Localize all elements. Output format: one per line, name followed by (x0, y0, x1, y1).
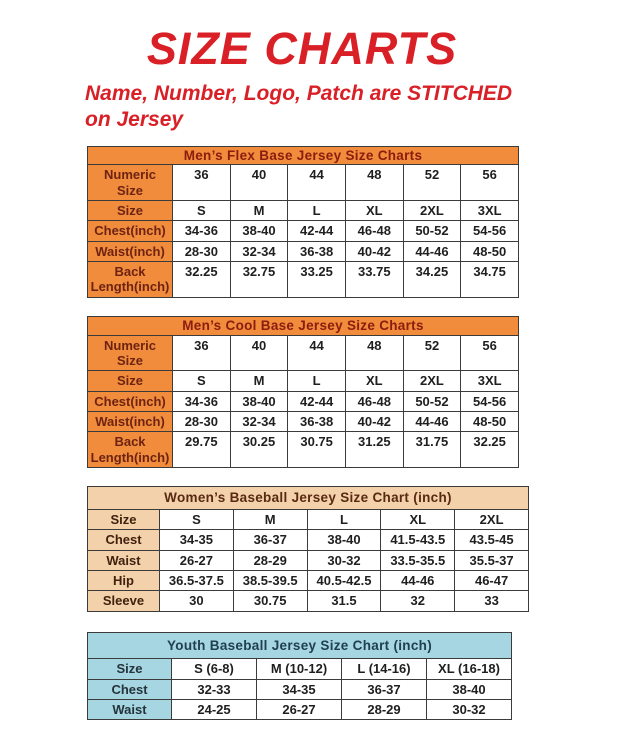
value-cell: 34-36 (173, 391, 231, 411)
value-cell: 32.25 (461, 432, 519, 468)
value-cell: S (160, 509, 234, 529)
value-cell: 32 (381, 591, 455, 611)
value-cell: 52 (403, 335, 461, 371)
value-cell: 31.75 (403, 432, 461, 468)
value-cell: 32.25 (173, 262, 231, 298)
value-cell: 31.25 (345, 432, 403, 468)
value-cell: 40 (230, 165, 288, 201)
value-cell: 44-46 (403, 411, 461, 431)
value-cell: 33 (455, 591, 529, 611)
value-cell: 30.75 (288, 432, 346, 468)
value-cell: 30.75 (233, 591, 307, 611)
value-cell: M (230, 201, 288, 221)
table-row (88, 550, 529, 570)
value-cell: 54-56 (461, 391, 519, 411)
row-label: Size (88, 201, 173, 221)
value-cell: S (173, 371, 231, 391)
table-title: Men’s Flex Base Jersey Size Charts (88, 146, 519, 165)
value-cell: 34-36 (173, 221, 231, 241)
value-cell: 50-52 (403, 221, 461, 241)
value-cell: 38-40 (230, 221, 288, 241)
womens-baseball-size-table (87, 486, 529, 612)
value-cell: 48 (345, 165, 403, 201)
value-cell: 36 (173, 165, 231, 201)
value-cell: 38.5-39.5 (233, 570, 307, 590)
row-label: Waist (88, 700, 172, 720)
value-cell: 34.75 (461, 262, 519, 298)
value-cell: 28-30 (173, 241, 231, 261)
value-cell: 36.5-37.5 (160, 570, 234, 590)
table-title-row (88, 316, 519, 335)
value-cell: 29.75 (173, 432, 231, 468)
value-cell: 40.5-42.5 (307, 570, 381, 590)
table-row (88, 391, 519, 411)
row-label: Back Length(inch) (88, 262, 173, 298)
mens-cool-base-size-table (87, 316, 519, 468)
value-cell: 36-37 (342, 679, 427, 699)
table-title: Men’s Cool Base Jersey Size Charts (88, 316, 519, 335)
value-cell: L (307, 509, 381, 529)
value-cell: M (10-12) (257, 659, 342, 679)
value-cell: 2XL (455, 509, 529, 529)
value-cell: XL (345, 201, 403, 221)
value-cell: 52 (403, 165, 461, 201)
table-title-row (88, 146, 519, 165)
row-label: Numeric Size (88, 335, 173, 371)
value-cell: S (6-8) (172, 659, 257, 679)
row-label: Sleeve (88, 591, 160, 611)
value-cell: 32.75 (230, 262, 288, 298)
table-row (88, 262, 519, 298)
value-cell: XL (381, 509, 455, 529)
value-cell: 46-48 (345, 391, 403, 411)
value-cell: 44-46 (403, 241, 461, 261)
value-cell: 34-35 (160, 530, 234, 550)
table-title-row (88, 486, 529, 509)
table-row (88, 411, 519, 431)
value-cell: 34.25 (403, 262, 461, 298)
value-cell: 40-42 (345, 241, 403, 261)
row-label: Size (88, 371, 173, 391)
value-cell: 46-47 (455, 570, 529, 590)
subtitle-line-2: on Jersey (85, 108, 184, 132)
table-row (88, 591, 529, 611)
page-title: SIZE CHARTS (146, 23, 458, 74)
value-cell: M (233, 509, 307, 529)
table-row (88, 659, 512, 679)
value-cell: 56 (461, 165, 519, 201)
row-label: Size (88, 659, 172, 679)
value-cell: 38-40 (427, 679, 512, 699)
value-cell: 42-44 (288, 391, 346, 411)
row-label: Waist (88, 550, 160, 570)
value-cell: 2XL (403, 201, 461, 221)
value-cell: M (230, 371, 288, 391)
row-label: Back Length(inch) (88, 432, 173, 468)
table-title: Women’s Baseball Jersey Size Chart (inch) (88, 486, 529, 509)
table-row (88, 509, 529, 529)
value-cell: 42-44 (288, 221, 346, 241)
value-cell: 56 (461, 335, 519, 371)
value-cell: 33.5-35.5 (381, 550, 455, 570)
value-cell: 36-38 (288, 241, 346, 261)
value-cell: 34-35 (257, 679, 342, 699)
value-cell: 28-29 (342, 700, 427, 720)
value-cell: 50-52 (403, 391, 461, 411)
value-cell: 54-56 (461, 221, 519, 241)
table-row (88, 241, 519, 261)
row-label: Chest (88, 530, 160, 550)
row-label: Chest(inch) (88, 391, 173, 411)
row-label: Waist(inch) (88, 411, 173, 431)
table-row (88, 201, 519, 221)
value-cell: 26-27 (160, 550, 234, 570)
value-cell: L (14-16) (342, 659, 427, 679)
value-cell: 44 (288, 165, 346, 201)
row-label: Waist(inch) (88, 241, 173, 261)
value-cell: 3XL (461, 371, 519, 391)
value-cell: 48-50 (461, 241, 519, 261)
value-cell: 30-32 (307, 550, 381, 570)
value-cell: 30 (160, 591, 234, 611)
row-label: Hip (88, 570, 160, 590)
value-cell: 32-34 (230, 241, 288, 261)
youth-baseball-size-table (87, 632, 512, 721)
value-cell: 35.5-37 (455, 550, 529, 570)
value-cell: 2XL (403, 371, 461, 391)
row-label: Chest (88, 679, 172, 699)
value-cell: 44-46 (381, 570, 455, 590)
value-cell: 38-40 (307, 530, 381, 550)
value-cell: 32-33 (172, 679, 257, 699)
value-cell: 28-29 (233, 550, 307, 570)
value-cell: 31.5 (307, 591, 381, 611)
value-cell: 43.5-45 (455, 530, 529, 550)
value-cell: S (173, 201, 231, 221)
row-label: Chest(inch) (88, 221, 173, 241)
value-cell: 36 (173, 335, 231, 371)
value-cell: 24-25 (172, 700, 257, 720)
table-row (88, 371, 519, 391)
value-cell: XL (345, 371, 403, 391)
value-cell: 30-32 (427, 700, 512, 720)
value-cell: 40-42 (345, 411, 403, 431)
table-row (88, 570, 529, 590)
row-label: Numeric Size (88, 165, 173, 201)
value-cell: 28-30 (173, 411, 231, 431)
value-cell: 26-27 (257, 700, 342, 720)
value-cell: 40 (230, 335, 288, 371)
row-label: Size (88, 509, 160, 529)
mens-flex-base-size-table (87, 146, 519, 298)
table-row (88, 432, 519, 468)
value-cell: 32-34 (230, 411, 288, 431)
table-row (88, 530, 529, 550)
subtitle-line-1: Name, Number, Logo, Patch are STITCHED (85, 82, 513, 105)
table-title-row (88, 632, 512, 659)
table-title: Youth Baseball Jersey Size Chart (inch) (88, 632, 512, 659)
value-cell: 36-38 (288, 411, 346, 431)
table-row (88, 165, 519, 201)
value-cell: 3XL (461, 201, 519, 221)
value-cell: 48 (345, 335, 403, 371)
value-cell: 48-50 (461, 411, 519, 431)
value-cell: 30.25 (230, 432, 288, 468)
table-row (88, 679, 512, 699)
table-row (88, 335, 519, 371)
value-cell: 36-37 (233, 530, 307, 550)
value-cell: 46-48 (345, 221, 403, 241)
value-cell: L (288, 201, 346, 221)
value-cell: 33.75 (345, 262, 403, 298)
value-cell: 38-40 (230, 391, 288, 411)
value-cell: L (288, 371, 346, 391)
page-subtitle (85, 81, 638, 134)
value-cell: XL (16-18) (427, 659, 512, 679)
table-row (88, 700, 512, 720)
value-cell: 41.5-43.5 (381, 530, 455, 550)
value-cell: 44 (288, 335, 346, 371)
table-row (88, 221, 519, 241)
value-cell: 33.25 (288, 262, 346, 298)
